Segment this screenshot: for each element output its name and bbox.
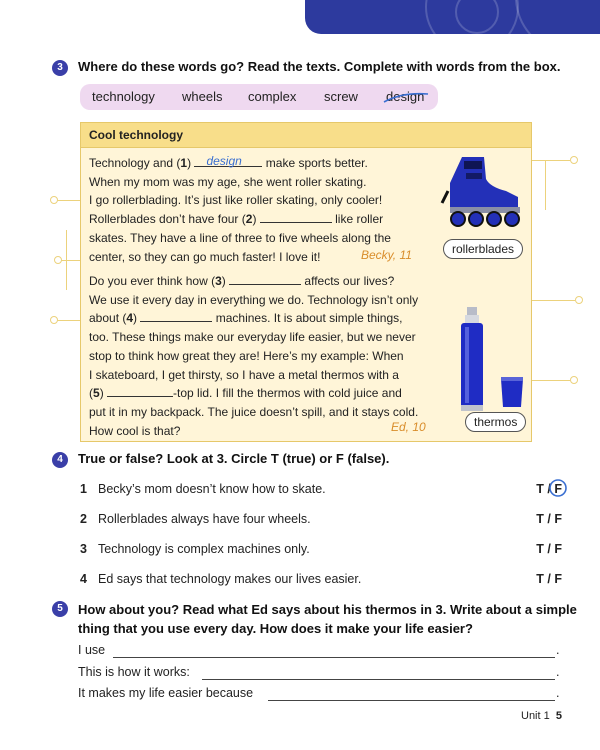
- p2-line9: How cool is that?: [89, 423, 181, 438]
- p2-line2: We use it every day in everything we do. Technology isn’t only: [89, 292, 419, 307]
- exercise-3-title: Where do these words go? Read the texts. Complete with words from the box.: [78, 59, 561, 74]
- ed-text: [89, 272, 449, 440]
- p2-line3: about (4) machines. It is about simple things,: [89, 311, 403, 326]
- p1-line1: Technology and (1) design make sports better.: [89, 154, 368, 170]
- signature-ed: Ed, 10: [391, 420, 426, 434]
- exercise-5-badge: 5: [52, 601, 68, 617]
- exercise-3-badge: 3: [52, 60, 68, 76]
- word-wheels: wheels: [182, 89, 223, 104]
- write-line-3[interactable]: [268, 699, 555, 701]
- word-design-crossed: design: [386, 89, 425, 104]
- tf-choice-4[interactable]: T / F: [536, 572, 562, 586]
- word-complex: complex: [248, 89, 297, 104]
- reading-title: Cool technology: [89, 128, 183, 142]
- p2-line8: put it in my backpack. The juice doesn’t spill, and it stays cold.: [89, 404, 419, 419]
- write-line-1-end: .: [556, 643, 560, 657]
- page-number: 5: [555, 710, 562, 722]
- exercise-4-title: True or false? Look at 3. Circle T (true) or F (false).: [78, 451, 390, 466]
- p1-line2: When my mom was my age, she went roller skating.: [89, 174, 367, 189]
- p1-line4: Rollerblades don’t have four (2) like roller: [89, 212, 384, 227]
- p2-line1: Do you ever think how (3) affects our lives?: [89, 274, 395, 288]
- thermos-image: [453, 307, 533, 413]
- write-line-2[interactable]: [202, 678, 555, 680]
- tf-choice-3[interactable]: T / F: [536, 542, 562, 556]
- blank-5[interactable]: [107, 385, 173, 397]
- p1-line6: center, so they can go much faster! I love it!: [89, 249, 321, 264]
- label-thermos: thermos: [465, 412, 526, 432]
- reading-header: [81, 123, 531, 148]
- label-rollerblades: rollerblades: [443, 239, 523, 259]
- write-line-3-end: .: [556, 686, 560, 700]
- top-banner: [305, 0, 600, 34]
- unit-label: Unit 1: [521, 710, 550, 722]
- exercise-4-badge: 4: [52, 452, 68, 468]
- p2-line7: (5) -top lid. I fill the thermos with cold juice and: [89, 386, 402, 401]
- answer-design: design: [206, 154, 242, 168]
- word-screw: screw: [324, 89, 358, 104]
- write-line-1[interactable]: [113, 656, 555, 658]
- signature-becky: Becky, 11: [361, 248, 412, 262]
- tf-choice-1[interactable]: T / F: [536, 482, 562, 496]
- write-line-2-end: .: [556, 665, 560, 679]
- word-technology: technology: [92, 89, 155, 104]
- blank-2[interactable]: [260, 211, 332, 223]
- reading-panel: [80, 122, 532, 442]
- write-line-1-label: I use: [78, 643, 106, 657]
- blank-4[interactable]: [140, 310, 212, 322]
- p1-line3: I go rollerblading. It’s just like roller skating, only cooler!: [89, 193, 383, 208]
- page-footer: [521, 710, 562, 722]
- write-line-3-label: It makes my life easier because: [78, 686, 254, 700]
- word-box: [80, 84, 438, 110]
- p2-line4: too. These things make our everyday life easier, but we never: [89, 330, 416, 345]
- p2-line5: stop to think how great they are! Here’s my example: When: [89, 348, 404, 363]
- p2-line6: I skateboard, I get thirsty, so I have a metal thermos with a: [89, 367, 399, 382]
- exercise-5-title: How about you? Read what Ed says about his thermos in 3. Write about a simple thing that you use every day. How does it make your life easier?: [78, 602, 577, 636]
- write-line-2-label: This is how it works:: [78, 665, 190, 679]
- blank-3[interactable]: [229, 273, 301, 285]
- tf-choice-2[interactable]: T / F: [536, 512, 562, 526]
- rollerblade-image: [436, 153, 526, 231]
- p1-line5: skates. They have a line of three to five wheels along the: [89, 230, 391, 245]
- circled-answer-mark: [547, 478, 569, 498]
- crossout-mark: [382, 88, 430, 106]
